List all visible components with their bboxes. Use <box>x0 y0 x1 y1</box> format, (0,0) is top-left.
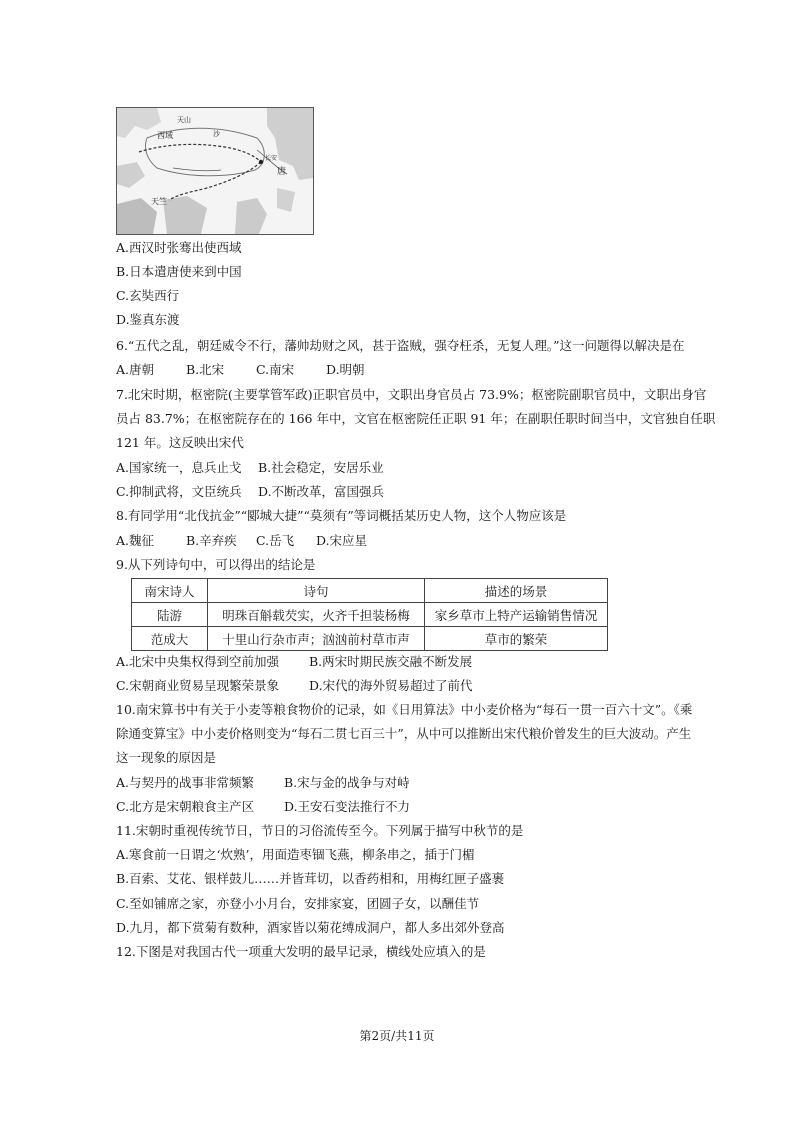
q8-option-d[interactable]: D.宋应星 <box>316 533 368 548</box>
q5-option-c[interactable]: C.玄奘西行 <box>116 288 180 303</box>
map-label-xiyu: 西域 <box>157 131 173 140</box>
tang-route-map <box>116 107 314 235</box>
q9-option-a[interactable]: A.北宋中央集权得到空前加强 <box>116 654 280 669</box>
q8-option-b[interactable]: B.辛弃疾 <box>186 533 237 548</box>
q6-option-b[interactable]: B.北宋 <box>186 362 225 377</box>
q10-option-a[interactable]: A.与契丹的战事非常频繁 <box>116 775 255 790</box>
q9-option-c[interactable]: C.宋朝商业贸易呈现繁荣景象 <box>116 678 280 693</box>
map-illustration <box>117 108 313 234</box>
q7-options-row-2 <box>116 484 384 500</box>
table-cell: 家乡草市上特产运输销售情况 <box>425 603 608 627</box>
table-row <box>132 603 608 627</box>
q7-options-row-1 <box>116 460 384 476</box>
q8-stem: 8.有同学用“北伐抗金”“郾城大捷”“莫须有”等词概括某历史人物，这个人物应该是 <box>116 508 567 523</box>
map-label-sha: 沙 <box>213 130 220 138</box>
q5-option-d[interactable]: D.鉴真东渡 <box>116 312 180 327</box>
q10-option-d[interactable]: D.王安石变法推行不力 <box>284 799 411 814</box>
q10-stem-line-1: 10.南宋算书中有关于小麦等粮食物价的记录，如《日用算法》中小麦价格为“每石一贯一百六十文”。《乘 <box>116 702 693 717</box>
q5-option-a[interactable]: A.西汉时张骞出使西域 <box>116 240 242 255</box>
q10-options-row-2 <box>116 799 410 815</box>
q10-options-row-1 <box>116 775 410 791</box>
q5-option-b[interactable]: B.日本遣唐使来到中国 <box>116 264 242 279</box>
table-cell: 陆游 <box>132 603 208 627</box>
q10-stem-line-3: 这一现象的原因是 <box>116 750 217 765</box>
q7-option-b[interactable]: B.社会稳定，安居乐业 <box>258 460 384 475</box>
q7-stem-line-3: 121 年。这反映出宋代 <box>116 435 244 450</box>
table-cell: 十里山行杂市声；汹汹前村草市声 <box>208 627 425 651</box>
q6-stem: 6.“五代之乱，朝廷威令不行，藩帅劫财之风，甚于盗贼，强夺枉杀，无复人理。”这一问题得以解决是在 <box>116 338 685 353</box>
q8-option-a[interactable]: A.魏征 <box>116 533 155 548</box>
q6-option-c[interactable]: C.南宋 <box>256 362 295 377</box>
q9-stem: 9.从下列诗句中，可以得出的结论是 <box>116 557 316 572</box>
table-cell: 明珠百斛载芡实，火齐千担装杨梅 <box>208 603 425 627</box>
q11-stem: 11.宋朝时重视传统节日，节日的习俗流传至今。下列属于描写中秋节的是 <box>116 823 524 838</box>
q11-option-d[interactable]: D.九月，都下赏菊有数种，酒家皆以菊花缚成洞户，都人多出郊外登高 <box>116 920 505 935</box>
q7-option-c[interactable]: C.抑制武将，文臣统兵 <box>116 484 242 499</box>
q7-stem-line-1: 7.北宋时期，枢密院(主要掌管军政)正职官员中，文职出身官员占 73.9%；枢密院副职官员中，文职出身官 <box>116 387 707 402</box>
map-label-tianshan: 天山 <box>177 116 191 124</box>
table-header-cell: 描述的场景 <box>425 579 608 603</box>
table-header-row <box>132 579 608 603</box>
q7-option-d[interactable]: D.不断改革，富国强兵 <box>258 484 385 499</box>
page-number: 第2页/共11页 <box>359 1029 435 1043</box>
table-row <box>132 627 608 651</box>
q10-option-b[interactable]: B.宋与金的战争与对峙 <box>284 775 410 790</box>
q9-option-b[interactable]: B.两宋时期民族交融不断发展 <box>309 654 473 669</box>
q6-option-a[interactable]: A.唐朝 <box>116 362 155 377</box>
q6-options <box>116 362 365 378</box>
table-cell: 范成大 <box>132 627 208 651</box>
q6-option-d[interactable]: D.明朝 <box>326 362 365 377</box>
q9-poetry-table <box>131 578 608 651</box>
table-header-cell: 南宋诗人 <box>132 579 208 603</box>
q8-options <box>116 533 367 549</box>
map-label-tang: 唐 <box>277 167 287 177</box>
table-cell: 草市的繁荣 <box>425 627 608 651</box>
q9-options-row-1 <box>116 654 472 670</box>
q8-option-c[interactable]: C.岳飞 <box>256 533 295 548</box>
q7-option-a[interactable]: A.国家统一，息兵止戈 <box>116 460 242 475</box>
table-header-cell: 诗句 <box>208 579 425 603</box>
q11-option-b[interactable]: B.百索、艾花、银样鼓儿……并皆茸切，以香药相和，用梅红匣子盛裹 <box>116 871 505 886</box>
q12-stem: 12.下图是对我国古代一项重大发明的最早记录，横线处应填入的是 <box>116 944 486 959</box>
q9-option-d[interactable]: D.宋代的海外贸易超过了前代 <box>309 678 473 693</box>
map-label-changan: 长安 <box>265 155 278 162</box>
q9-options-row-2 <box>116 678 473 694</box>
q11-option-c[interactable]: C.至如铺席之家，亦登小小月台，安排家宴，团圆子女，以酬佳节 <box>116 896 480 911</box>
q10-option-c[interactable]: C.北方是宋朝粮食主产区 <box>116 799 255 814</box>
q11-option-a[interactable]: A.寒食前一日谓之‘炊熟’，用面造枣锢飞燕，柳条串之，插于门楣 <box>116 847 475 862</box>
map-label-tianzhu: 天竺 <box>151 197 167 206</box>
q7-stem-line-2: 员占 83.7%；在枢密院存在的 166 年中，文官在枢密院任正职 91 年；在副职任职时间当中，文官独自任职 <box>116 411 716 426</box>
q10-stem-line-2: 除通变算宝》中小麦价格则变为“每石二贯七百三十”，从中可以推断出宋代粮价曾发生的巨大波动。产生 <box>116 726 692 741</box>
